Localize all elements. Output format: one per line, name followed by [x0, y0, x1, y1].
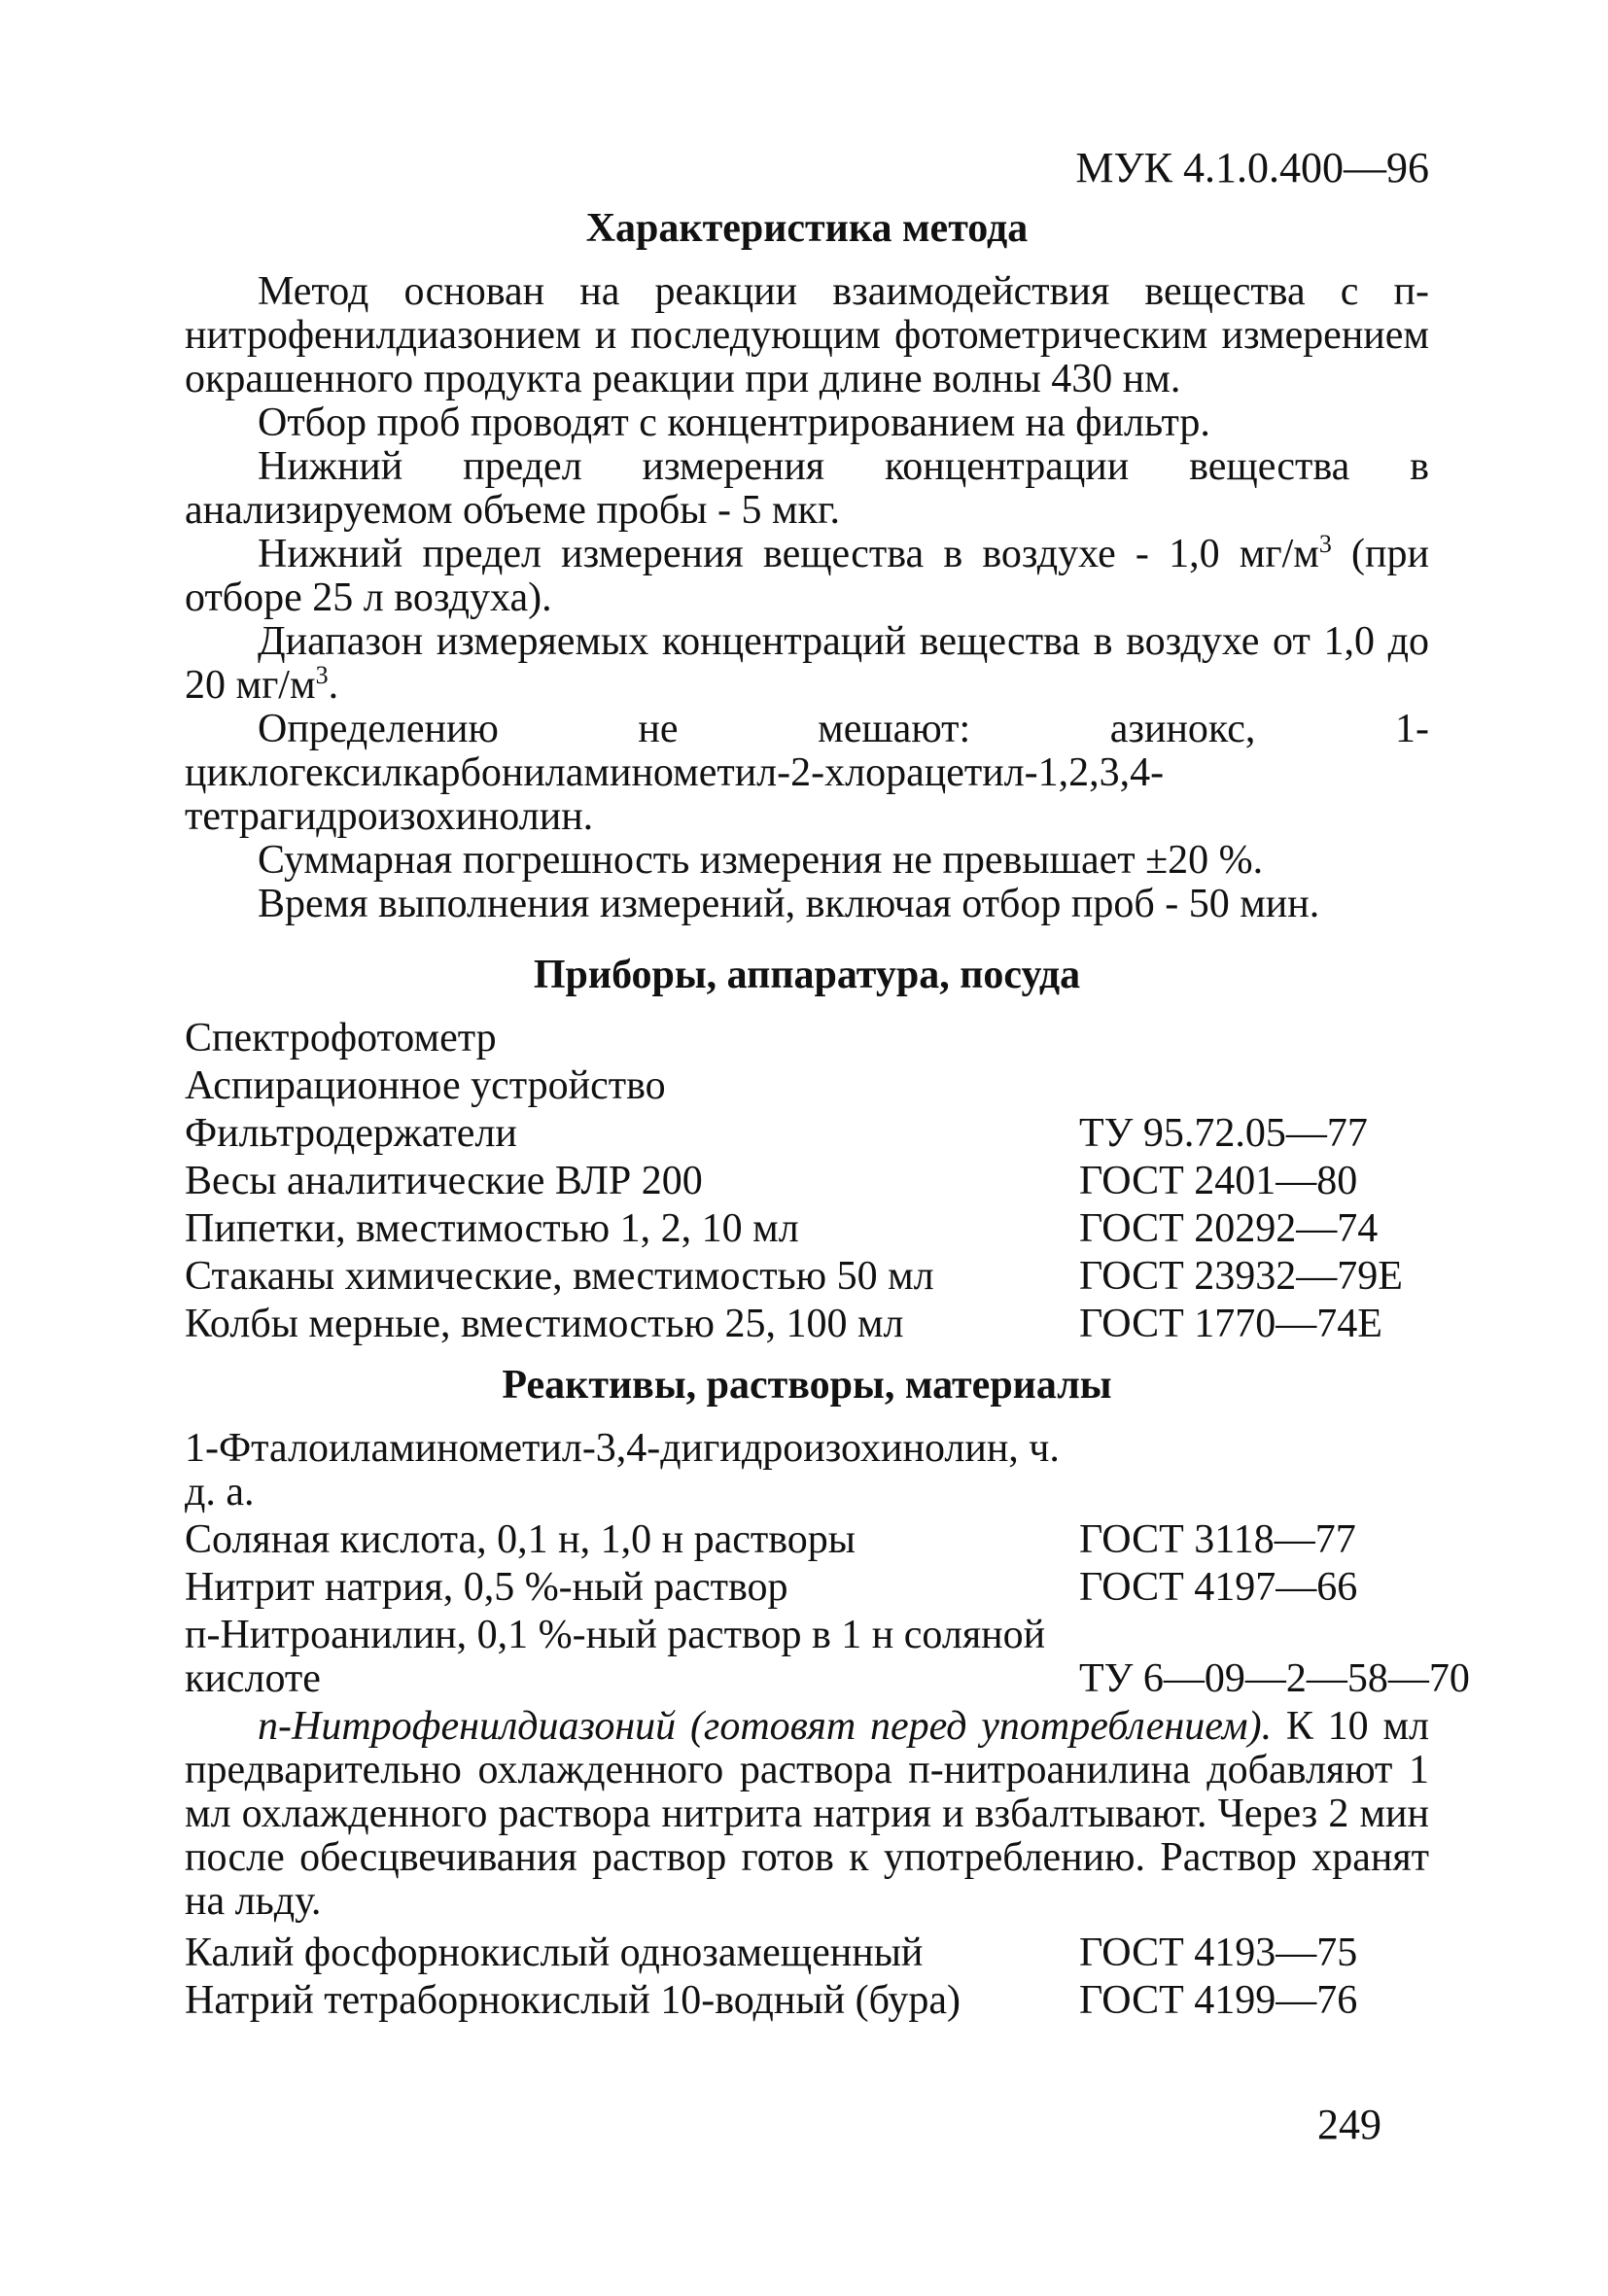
method-heading: Характеристика метода [585, 206, 1029, 251]
item-name: Колбы мерные, вместимостью 25, 100 мл [185, 1302, 904, 1346]
item-name: Натрий тетраборнокислый 10-водный (бура) [185, 1978, 961, 2023]
list-item [185, 1064, 1429, 1108]
item-standard: ТУ 6—09—2—58—70 [1079, 1656, 1470, 1701]
method-paragraph-7: Суммарная погрешность измерения не превышает ±20 %. [258, 838, 1264, 883]
method-paragraph-5 [185, 620, 1429, 708]
list-item [185, 1427, 1429, 1514]
item-name: Аспирационное устройство [185, 1063, 666, 1108]
method-p4-text: Нижний предел измерения вещества в воздухе - 1,0 мг/м [258, 532, 1319, 576]
list-item [185, 1303, 1429, 1346]
item-standard: ГОСТ 2401—80 [1079, 1159, 1358, 1203]
reagent-preparation-text: К 10 мл предварительно охлажденного раствора п-нитроанилина добавляют 1 мл охлажденного раствора нитрита натрия и взбалтывают. Через 2 мин после обесцвечивания раствор готов к употреблению. Раствор хранят на льду. [185, 1704, 1429, 1924]
reagents-heading: Реактивы, растворы, материалы [502, 1363, 1112, 1408]
method-paragraph-8: Время выполнения измерений, включая отбор проб - 50 мин. [258, 882, 1320, 926]
method-p4-superscript: 3 [1318, 530, 1332, 558]
reagents-list-2 [185, 1931, 1429, 2023]
item-standard: ТУ 95.72.05—77 [1079, 1111, 1368, 1156]
item-name: Спектрофотометр [185, 1016, 497, 1061]
method-paragraph-4 [185, 530, 1429, 620]
method-p5-tail: . [328, 663, 339, 708]
list-item [185, 1112, 1429, 1156]
list-item [185, 1160, 1429, 1203]
method-p5-superscript: 3 [315, 661, 329, 689]
list-item [185, 1017, 1429, 1061]
item-name: Соляная кислота, 0,1 н, 1,0 н растворы [185, 1517, 856, 1562]
method-p5-text: Диапазон измеряемых концентраций вещества в воздухе от 1,0 до 20 мг/м [185, 619, 1429, 708]
reagents-list [185, 1426, 1470, 1701]
method-p4-tail: (при отборе 25 л воздуха). [185, 532, 1429, 620]
item-standard: ГОСТ 4199—76 [1079, 1978, 1358, 2023]
item-name: Весы аналитические ВЛР 200 [185, 1159, 703, 1203]
method-paragraph-6: Определению не мешают: азинокс, 1-циклогексилкарбониламинометил-2-хлорацетил-1,2,3,4-тетрагидроизохинолин. [185, 707, 1429, 839]
reagent-preparation-paragraph [185, 1705, 1429, 1924]
item-name: Пипетки, вместимостью 1, 2, 10 мл [185, 1206, 799, 1251]
item-standard: ГОСТ 4193—75 [1079, 1931, 1358, 1975]
list-item [185, 1613, 1470, 1701]
item-standard: ГОСТ 23932—79Е [1079, 1254, 1403, 1299]
equipment-list [185, 1017, 1429, 1346]
item-name: Стаканы химические, вместимостью 50 мл [185, 1254, 934, 1299]
item-standard: ГОСТ 1770—74Е [1079, 1302, 1382, 1346]
document-page [185, 144, 1470, 2027]
list-item [185, 1518, 1429, 1562]
item-standard: ГОСТ 3118—77 [1079, 1517, 1356, 1562]
item-name: Калий фосфорнокислый однозамещенный [185, 1931, 924, 1975]
method-paragraph-1: Метод основан на реакции взаимодействия вещества с п-нитрофенилдиазонием и последующим фотометрическим измерением окрашенного продукта реакции при длине волны 430 нм. [185, 269, 1429, 401]
method-paragraph-3: Нижний предел измерения концентрации вещества в анализируемом объеме пробы - 5 мкг. [185, 444, 1429, 533]
list-item [185, 1207, 1429, 1251]
list-item [185, 1255, 1429, 1299]
document-code: МУК 4.1.0.400—96 [1075, 144, 1429, 191]
item-name: Фильтродержатели [185, 1111, 517, 1156]
item-standard: ГОСТ 4197—66 [1079, 1565, 1358, 1610]
item-name: п-Нитроанилин, 0,1 %-ный раствор в 1 н соляной кислоте [185, 1613, 1046, 1701]
item-name: Нитрит натрия, 0,5 %-ный раствор [185, 1565, 788, 1610]
equipment-heading: Приборы, аппаратура, посуда [533, 953, 1081, 997]
item-name: 1-Фталоиламинометил-3,4-дигидроизохинолин, ч. д. а. [185, 1426, 1060, 1514]
list-item [185, 1979, 1429, 2023]
reagent-preparation-title: п-Нитрофенилдиазоний (готовят перед употреблением). [258, 1704, 1273, 1749]
list-item [185, 1566, 1429, 1610]
list-item [185, 1931, 1429, 1975]
method-paragraph-2: Отбор проб проводят с концентрированием на фильтр. [258, 400, 1210, 445]
item-standard: ГОСТ 20292—74 [1079, 1206, 1379, 1251]
page-number: 249 [1317, 2101, 1381, 2148]
